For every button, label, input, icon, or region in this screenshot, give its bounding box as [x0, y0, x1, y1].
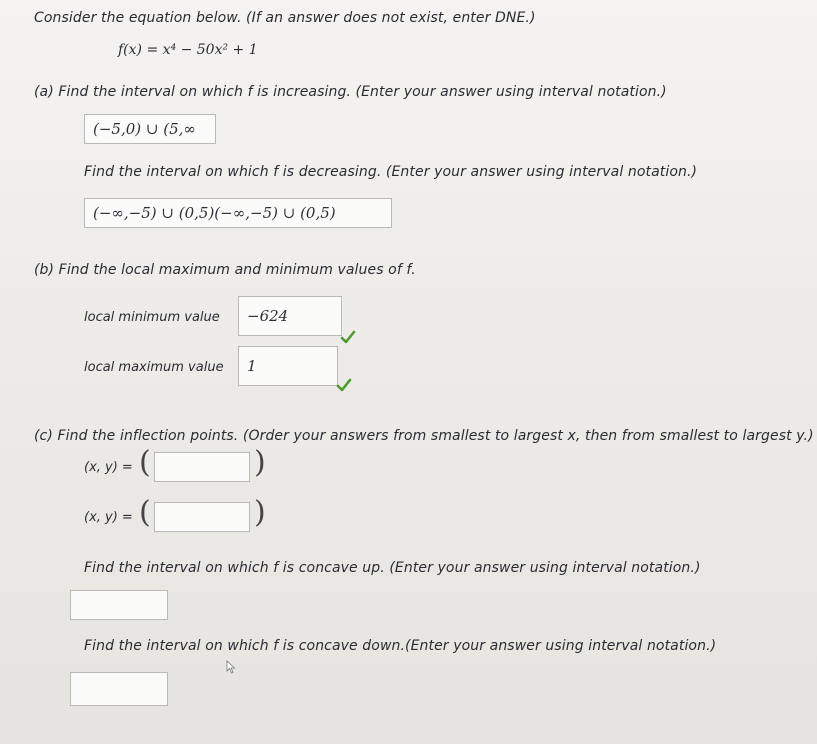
- inflection-point-1-field[interactable]: [154, 452, 250, 482]
- local-min-field[interactable]: [238, 296, 342, 336]
- point-label-2: (x, y) =: [84, 510, 133, 525]
- extrema-prompt: (b) Find the local maximum and minimum values of f.: [34, 262, 416, 278]
- mouse-cursor-icon: [226, 660, 236, 674]
- local-max-field[interactable]: [238, 346, 338, 386]
- decreasing-answer-field[interactable]: [84, 198, 392, 228]
- concave-up-prompt: Find the interval on which f is concave up. (Enter your answer using interval notation.): [84, 560, 701, 576]
- point-label-1: (x, y) =: [84, 460, 133, 475]
- open-paren: (: [139, 445, 151, 480]
- decreasing-prompt: Find the interval on which f is decreasing. (Enter your answer using interval notation.): [84, 164, 698, 180]
- close-paren: ): [254, 445, 266, 480]
- close-paren: ): [254, 495, 266, 530]
- local-max-label: local maximum value: [84, 360, 224, 375]
- concave-down-field[interactable]: [70, 672, 168, 706]
- inflection-point-2-field[interactable]: [154, 502, 250, 532]
- local-max-value: 1: [247, 357, 257, 375]
- decreasing-answer-value: (−∞,−5) ∪ (0,5)(−∞,−5) ∪ (0,5): [93, 204, 336, 222]
- increasing-answer-value: (−5,0) ∪ (5,∞: [93, 120, 196, 138]
- increasing-answer-field[interactable]: [84, 114, 216, 144]
- inflection-prompt: (c) Find the inflection points. (Order your answers from smallest to largest x, then from smallest to largest y.): [34, 428, 814, 444]
- concave-up-field[interactable]: [70, 590, 168, 620]
- equation: f(x) = x⁴ − 50x² + 1: [118, 42, 258, 58]
- intro-text: Consider the equation below. (If an answer does not exist, enter DNE.): [34, 10, 536, 26]
- increasing-prompt: (a) Find the interval on which f is increasing. (Enter your answer using interval notation.): [34, 84, 667, 100]
- local-min-label: local minimum value: [84, 310, 220, 325]
- local-min-value: −624: [247, 307, 289, 325]
- check-icon: [340, 330, 356, 344]
- concave-down-prompt: Find the interval on which f is concave down.(Enter your answer using interval notation.): [84, 638, 717, 654]
- check-icon: [336, 378, 352, 392]
- open-paren: (: [139, 495, 151, 530]
